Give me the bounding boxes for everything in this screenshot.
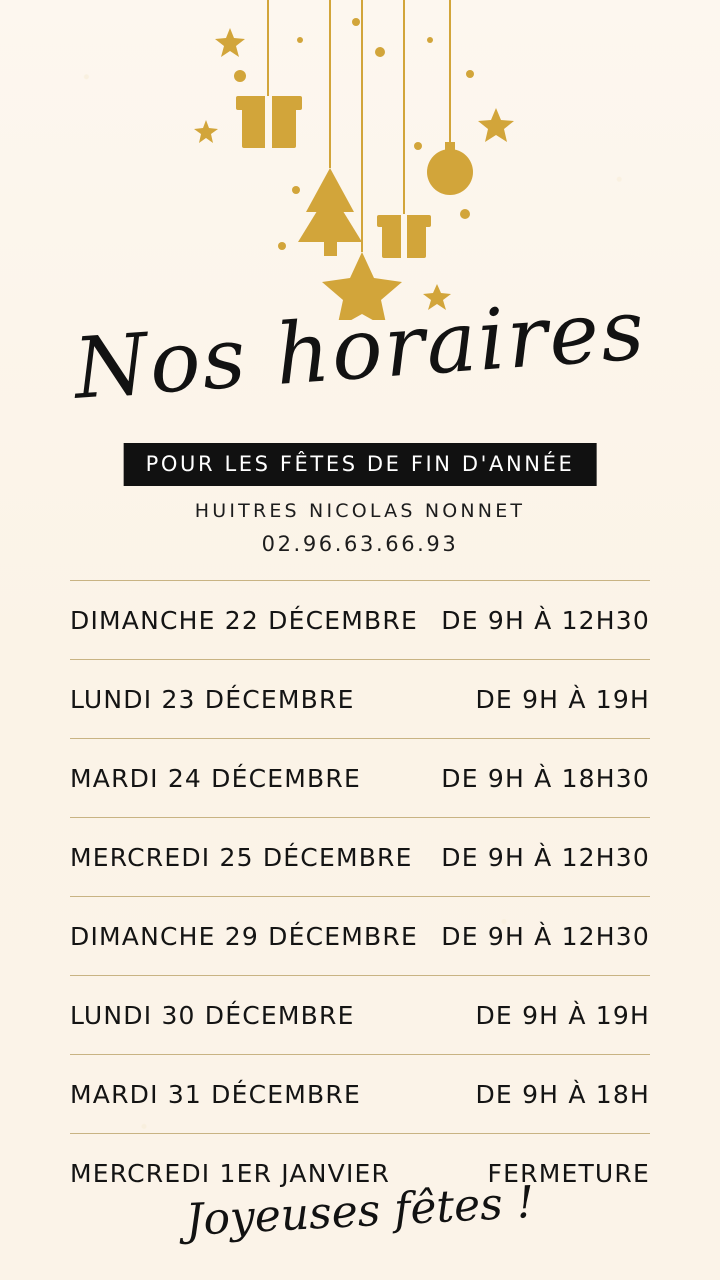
day-label: MERCREDI 1ER JANVIER [70,1158,391,1188]
schedule-table [70,580,650,1212]
hours-label: DE 9H À 12H30 [441,605,650,635]
bauble-icon [427,142,473,195]
day-label: MARDI 31 DÉCEMBRE [70,1079,361,1109]
day-label: LUNDI 30 DÉCEMBRE [70,1000,355,1030]
hours-label: DE 9H À 18H [475,1079,650,1109]
gift-box-icon [236,96,302,148]
subtitle-banner: POUR LES FÊTES DE FIN D'ANNÉE [124,443,597,486]
day-label: MERCREDI 25 DÉCEMBRE [70,842,413,872]
hours-label: DE 9H À 18H30 [441,763,650,793]
phone-number: 02.96.63.66.93 [261,532,459,556]
day-label: DIMANCHE 29 DÉCEMBRE [70,921,418,951]
table-row [70,580,650,659]
ornament-group [0,0,720,320]
footer-greeting: Joyeuses fêtes ! [184,1176,536,1247]
hours-label: DE 9H À 12H30 [441,842,650,872]
hours-label: DE 9H À 12H30 [441,921,650,951]
gift-box-small-icon [377,215,431,258]
day-label: DIMANCHE 22 DÉCEMBRE [70,605,418,635]
hours-label: FERMETURE [487,1158,650,1188]
table-row [70,1054,650,1133]
table-row [70,659,650,738]
day-label: MARDI 24 DÉCEMBRE [70,763,361,793]
table-row [70,817,650,896]
christmas-tree-icon [298,168,362,256]
table-row [70,975,650,1054]
page-title: Nos horaires [70,280,650,418]
hours-label: DE 9H À 19H [475,1000,650,1030]
brand-name: HUITRES NICOLAS NONNET [194,500,526,522]
hours-label: DE 9H À 19H [475,684,650,714]
table-row [70,738,650,817]
table-row [70,896,650,975]
day-label: LUNDI 23 DÉCEMBRE [70,684,355,714]
